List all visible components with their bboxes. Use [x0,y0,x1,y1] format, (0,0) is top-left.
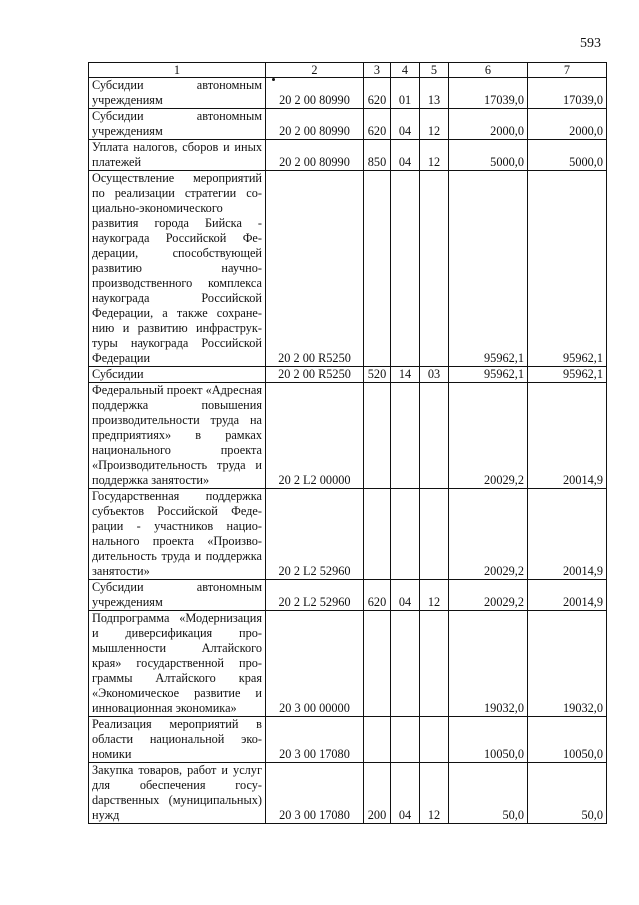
item-name-cell: Субсидии автономным учреждениям [89,78,266,109]
amount-cell: 5000,0 [449,140,528,171]
column-header: 4 [391,63,420,78]
amount-cell: 20029,2 [449,489,528,580]
section-cell [391,717,420,763]
amount-cell: 10050,0 [449,717,528,763]
target-code-cell: 20 2 L2 52960 [266,580,364,611]
target-code-cell: 20 3 00 17080 [266,717,364,763]
expense-type-cell: 200 [364,763,391,824]
expense-type-cell [364,171,391,367]
subsection-cell: 03 [420,367,449,383]
target-code-cell: 20 2 00 80990 [266,78,364,109]
amount-cell: 20014,9 [528,580,607,611]
expense-type-cell: 520 [364,367,391,383]
target-code-cell: 20 3 00 00000 [266,611,364,717]
target-code-cell: 20 3 00 17080 [266,763,364,824]
amount-cell: 19032,0 [449,611,528,717]
table-row [89,140,607,171]
expense-type-cell [364,383,391,489]
table-row [89,78,607,109]
target-code-cell: 20 2 00 R5250 [266,171,364,367]
header-row [89,63,607,78]
amount-cell: 2000,0 [449,109,528,140]
subsection-cell: 12 [420,580,449,611]
amount-cell: 20029,2 [449,383,528,489]
expense-type-cell [364,489,391,580]
expense-type-cell: 620 [364,78,391,109]
amount-cell: 95962,1 [528,171,607,367]
item-name-cell: Осуществление мероприятий по реализации стратегии социально-экономического развития города Бийска - наукограда Российской Федерации, способствующей развитию научно-производственного комплекса наукограда Российской Федерации, а также сохранению и развитию инфраструктуры наукограда Российской Федерации [89,171,266,367]
subsection-cell: 12 [420,763,449,824]
expense-type-cell: 850 [364,140,391,171]
item-name-cell: Субсидии автономным учреждениям [89,109,266,140]
amount-cell: 17039,0 [528,78,607,109]
amount-cell: 10050,0 [528,717,607,763]
subsection-cell: 12 [420,109,449,140]
expense-type-cell [364,611,391,717]
section-cell: 04 [391,580,420,611]
section-cell [391,489,420,580]
section-cell: 01 [391,78,420,109]
subsection-cell: 13 [420,78,449,109]
table-row [89,171,607,367]
amount-cell: 20014,9 [528,383,607,489]
expense-type-cell [364,717,391,763]
item-name-cell: Уплата налогов, сборов и иных платежей [89,140,266,171]
column-header: 6 [449,63,528,78]
section-cell: 04 [391,763,420,824]
expense-type-cell: 620 [364,109,391,140]
item-name-cell: Подпрограмма «Модернизация и диверсификация промышленности Алтайского края» государственной программы Алтайского края «Экономическое развитие и инновационная экономика» [89,611,266,717]
amount-cell: 17039,0 [449,78,528,109]
item-name-cell: Субсидии автономным учреждениям [89,580,266,611]
subsection-cell [420,717,449,763]
page-number: 593 [580,36,601,51]
table-row [89,383,607,489]
column-header: 5 [420,63,449,78]
item-name-cell: Закупка товаров, работ и услуг для обеспечения госуdарственных (муниципальных) нужд [89,763,266,824]
table-row [89,717,607,763]
amount-cell: 95962,1 [528,367,607,383]
table-row [89,763,607,824]
table-row [89,109,607,140]
target-code-cell: 20 2 00 80990 [266,109,364,140]
amount-cell: 20029,2 [449,580,528,611]
section-cell: 14 [391,367,420,383]
target-code-cell: 20 2 00 80990 [266,140,364,171]
item-name-cell: Федеральный проект «Адресная поддержка повышения производительности труда на предприятиях» в рамках национального проекта «Производительность труда и поддержка занятости» [89,383,266,489]
amount-cell: 50,0 [528,763,607,824]
section-cell: 04 [391,140,420,171]
amount-cell: 20014,9 [528,489,607,580]
subsection-cell [420,489,449,580]
column-header: 2 [266,63,364,78]
target-code-cell: 20 2 L2 00000 [266,383,364,489]
amount-cell: 2000,0 [528,109,607,140]
item-name-cell: Субсидии [89,367,266,383]
section-cell: 04 [391,109,420,140]
column-header: 3 [364,63,391,78]
subsection-cell: 12 [420,140,449,171]
amount-cell: 19032,0 [528,611,607,717]
subsection-cell [420,611,449,717]
target-code-cell: 20 2 00 R5250 [266,367,364,383]
amount-cell: 95962,1 [449,367,528,383]
section-cell [391,383,420,489]
item-name-cell: Реализация мероприятий в области национальной экономики [89,717,266,763]
column-header: 1 [89,63,266,78]
budget-table [88,62,607,824]
item-name-cell: Государственная поддержка субъектов Российской Федерации - участников национального проекта «Производительность труда и поддержка занятости» [89,489,266,580]
section-cell [391,171,420,367]
table-row [89,489,607,580]
amount-cell: 5000,0 [528,140,607,171]
subsection-cell [420,383,449,489]
table-row [89,367,607,383]
column-header: 7 [528,63,607,78]
section-cell [391,611,420,717]
target-code-cell: 20 2 L2 52960 [266,489,364,580]
expense-type-cell: 620 [364,580,391,611]
amount-cell: 50,0 [449,763,528,824]
subsection-cell [420,171,449,367]
amount-cell: 95962,1 [449,171,528,367]
table-row [89,611,607,717]
table-row [89,580,607,611]
